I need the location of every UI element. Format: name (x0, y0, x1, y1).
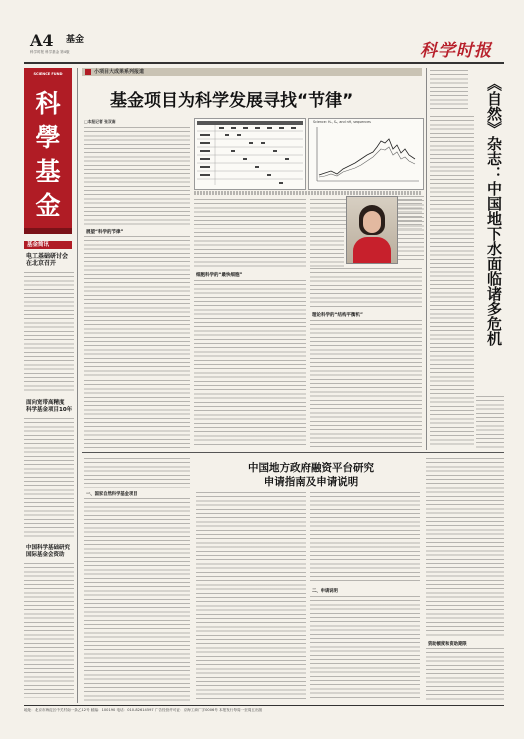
right-col-headline: 《自然》杂志：中国地下水面临诸多危机 (485, 76, 503, 346)
brief-3-title: 中国科学基础研究 国际基金会资助 (26, 545, 71, 558)
article-col-3-low (310, 268, 422, 308)
sidebar-banner-cn-4: 金 (35, 191, 61, 220)
header-rule (24, 62, 504, 64)
article-col-3-bottom (310, 320, 422, 448)
sidebar-divider (77, 68, 78, 703)
subhead-3: 理论科学的“结构平衡机” (312, 313, 363, 318)
article-col-2-low (194, 280, 306, 448)
kicker-bar (82, 68, 422, 76)
sidebar-date-strip (24, 228, 72, 234)
notice-col-3-bottom (310, 596, 420, 701)
brief-1-body (24, 272, 74, 392)
brief-3-body (24, 563, 74, 698)
masthead-info: 科学时报 科学基金 第4版 (30, 50, 70, 54)
brief-2-body (24, 418, 74, 540)
figure-table (194, 118, 306, 190)
notice-subhead-1: 一、国家自然科学基金项目 (86, 492, 138, 497)
notice-headline-1: 中国地方政府融资平台研究 (248, 462, 374, 474)
portrait-side-text (398, 196, 424, 262)
sidebar-news-label-text: 基金简讯 (27, 242, 50, 248)
kicker-text: 小项目大成果系列报道 (94, 69, 145, 75)
footer-text: 地址：北京市海淀区中关村南一条乙12号 邮编：100190 电话：010-82614597 广告经营许可证：京海工商广字0006号 本报发行每周一至周五出版 (24, 708, 263, 712)
mid-page-rule (82, 452, 504, 453)
sidebar-banner-cn-1: 科 (35, 89, 61, 118)
masthead-logo: 科学时报 (420, 41, 492, 61)
notice-col-1 (84, 498, 190, 701)
kicker-icon (85, 69, 91, 75)
right-col-intro (430, 70, 468, 112)
notice-headline-2: 申请指南及申请说明 (263, 476, 359, 488)
section-tag: 基金 (66, 35, 85, 45)
notice-col-4-bottom (426, 648, 504, 701)
scientist-portrait (346, 196, 398, 264)
figure-line-chart-graphic (309, 119, 423, 189)
sidebar-news-label (24, 241, 72, 249)
figure-line-chart (308, 118, 424, 190)
figure-chart-caption: Science: Hₙ, Sₙ, and nH, sequences (313, 120, 371, 124)
sidebar-banner (24, 68, 72, 228)
page-header (24, 30, 504, 64)
figure-caption-bar (194, 191, 422, 195)
sidebar-banner-cn-2: 學 (35, 123, 61, 152)
article-col-3-mid (310, 232, 344, 268)
page-number: A4 (30, 31, 54, 50)
sidebar-banner-cn-3: 基 (35, 157, 61, 186)
right-col-body (430, 116, 474, 448)
right-column-divider (426, 68, 427, 450)
notice-intro-left (84, 458, 190, 488)
subhead-1: 展望“科学的节律” (86, 230, 124, 235)
article-col-1-top (84, 127, 190, 227)
notice-subhead-2: 二、申请说明 (312, 589, 338, 594)
byline: □本报记者 张双南 (84, 119, 116, 124)
portrait-body (353, 237, 391, 263)
article-col-1-bottom (84, 380, 190, 448)
footer-rule (24, 705, 504, 706)
notice-col-4-top (426, 458, 504, 638)
main-headline: 基金项目为科学发展寻找“节律” (110, 91, 354, 111)
figure-table-graphic (195, 119, 305, 189)
notice-subhead-3: 资助额度和资助期限 (428, 642, 467, 647)
notice-col-2 (196, 492, 306, 701)
subhead-2: 细胞科学的“最快细胞” (196, 273, 243, 278)
right-col-tail (476, 396, 504, 448)
brief-2-title: 面向宽带高精度 科学基金项目10年 (26, 400, 73, 413)
brief-1-title: 电工基础研讨会 在北京召开 (26, 253, 69, 267)
article-col-1-mid (84, 236, 190, 376)
article-col-2-top (194, 199, 306, 229)
portrait-face (363, 211, 381, 233)
sidebar-banner-en: SCIENCE FUND (33, 72, 63, 76)
notice-col-3-top (310, 492, 420, 584)
article-col-2-mid (194, 232, 306, 268)
